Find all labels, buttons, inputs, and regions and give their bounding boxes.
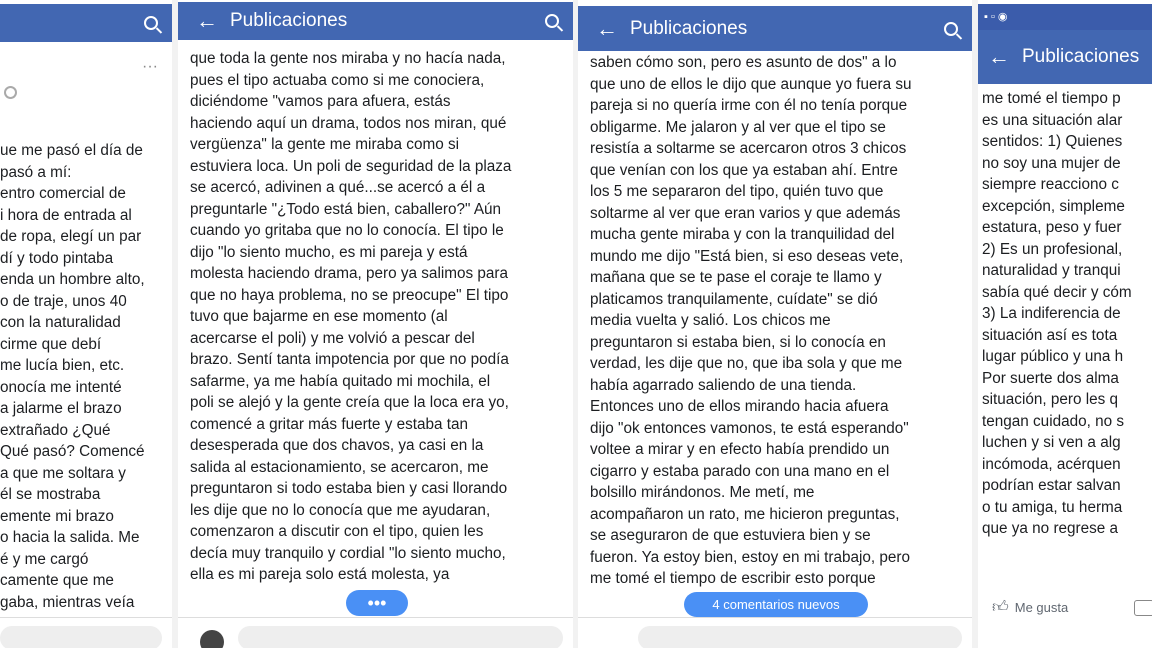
post-text-line: Qué pasó? Comencé <box>0 443 145 460</box>
post-text-line: de ropa, elegí un par <box>0 228 142 245</box>
post-text-line: ella es mi pareja solo está molesta, ya <box>190 566 450 583</box>
post-text-line: preguntaron si estaba bien, si lo conocía en <box>590 333 886 351</box>
post-text-line: que uno de ellos le dijo que aunque yo fuera su <box>590 75 912 93</box>
post-text-line: cuando yo gritaba que no lo conocía. El tipo le <box>190 222 504 239</box>
search-icon[interactable] <box>545 14 559 28</box>
post-text-line: brazo. Sentí tanta impotencia por que no podía <box>190 351 509 368</box>
post-text-line: se aseguraron de que estuviera bien y se <box>590 527 871 544</box>
post-text <box>190 48 573 586</box>
comment-input[interactable] <box>0 626 162 648</box>
post-text-line: comencé a gritar más fuerte y estaba tan <box>190 415 469 433</box>
post-text-line: 3) La indiferencia de <box>982 305 1121 322</box>
post-text-line: no soy una mujer de <box>982 154 1121 172</box>
post-text-line: haciendo aquí un drama, todos nos miran, qué <box>190 114 507 132</box>
post-text-line: soltarme al ver que eran varios y que además <box>590 204 901 222</box>
top-bar <box>578 6 972 51</box>
search-icon[interactable] <box>944 22 958 36</box>
post-text-line: lugar público y una h <box>982 348 1124 365</box>
post-text-line: con la naturalidad <box>0 314 121 331</box>
post-text-line: tuvo que bajarme en ese momento (al <box>190 308 448 325</box>
post-text-line: pasó a mí: <box>0 163 72 181</box>
post-text-line: Entonces uno de ellos mirando hacia afuera <box>590 398 889 415</box>
post-text-line: les dije que no lo conocía que me ayudaran, <box>190 501 491 519</box>
post-text <box>590 52 972 590</box>
status-bar: ▪ ▫ ◉ <box>978 4 1152 30</box>
post-text-line: vergüenza" la gente me miraba como si <box>190 136 460 153</box>
top-bar <box>178 2 573 40</box>
back-arrow-icon[interactable]: ← <box>988 44 1010 69</box>
post-text-line: i hora de entrada al <box>0 206 132 224</box>
post-text-line: dí y todo pintaba <box>0 249 114 267</box>
post-text-line: que no haya problema, no se preocupe" El tipo <box>190 286 509 304</box>
post-text-line: los 5 me separaron del tipo, quién tuvo que <box>590 183 884 200</box>
post-text-line: molesta haciendo drama, pero ya salimos para <box>190 265 509 282</box>
like-button[interactable] <box>992 598 1068 617</box>
post-text-line: poli se alejó y la gente creía que la loca era yo, <box>190 394 509 411</box>
avatar <box>200 630 224 648</box>
screenshot-panel-4 <box>978 0 1152 648</box>
post-text-line: resistía a soltarme se acercaron otros 3 chicos <box>590 140 907 157</box>
search-icon[interactable] <box>144 16 158 30</box>
post-text-line: voltee a mirar y en efecto había prendido un <box>590 441 890 458</box>
post-text-line: a que me soltara y <box>0 464 126 482</box>
post-text-line: incómoda, acérquen <box>982 455 1121 473</box>
post-text-line: o hacia la salida. Me <box>0 529 140 546</box>
thumbs-up-icon: 👍︎ <box>992 599 1009 616</box>
post-text-line: él se mostraba <box>0 486 101 503</box>
post-text-line: decía muy tranquilo y cordial "lo siento mucho, <box>190 544 506 562</box>
back-arrow-icon[interactable]: ← <box>196 8 218 33</box>
top-bar <box>0 4 172 42</box>
post-text-line: obligarme. Me jalaron y al ver que el tipo se <box>590 118 886 136</box>
post-text-line: pareja si no quería irme con él no tenía porque <box>590 97 908 114</box>
post-text-line: siempre reacciono c <box>982 176 1119 193</box>
post-text-line: mucha gente miraba y con la tranquilidad del <box>590 226 895 243</box>
post-text <box>982 88 1152 540</box>
post-text-line: bolsillo mirándonos. Me metí, me <box>590 484 815 501</box>
post-text-line: dijo "lo siento mucho, es mi pareja y está <box>190 243 468 261</box>
more-options-icon[interactable]: ··· <box>142 58 158 75</box>
post-text-line: camente que me <box>0 572 114 589</box>
post-text-line: podrían estar salvan <box>982 477 1121 494</box>
comment-bar <box>178 617 573 648</box>
post-text-line: verdad, les dije que no, que iba sola y que me <box>590 355 903 372</box>
screenshot-panel-3 <box>578 0 972 648</box>
post-text-line: saben cómo son, pero es asunto de dos" a lo <box>590 54 897 71</box>
post-text-line: 2) Es un profesional, <box>982 240 1123 258</box>
post-text-line: emente mi brazo <box>0 507 114 525</box>
post-text-line: preguntarle "¿Todo está bien, caballero?" Aún <box>190 200 502 218</box>
page-title: Publicaciones <box>230 10 348 31</box>
post-text-line: cirme que debí <box>0 335 102 353</box>
like-label: Me gusta <box>1014 600 1069 615</box>
post-text-line: excepción, simpleme <box>982 197 1125 215</box>
post-text-line: é y me cargó <box>0 550 89 568</box>
post-text-line: que venían con los que ya estaban ahí. Entre <box>590 161 898 179</box>
post-text-line: se acercó, adivinen a qué...se acercó a él a <box>190 179 486 196</box>
post-text-line: safarme, ya me había quitado mi mochila, el <box>190 372 491 390</box>
post-text-line: preguntaron si todo estaba bien y casi llorando <box>190 480 508 497</box>
post-text-line: media vuelta y salió. Los chicos me <box>590 312 831 329</box>
post-text-line: diciéndome "vamos para afuera, estás <box>190 93 451 110</box>
post-text-line: situación así es tota <box>982 326 1118 344</box>
post-text-line: enda un hombre alto, <box>0 271 145 288</box>
post-text-line: tengan cuidado, no s <box>982 412 1125 430</box>
post-text-line: entro comercial de <box>0 185 126 202</box>
screenshot-panel-2 <box>178 0 573 648</box>
page-title: Publicaciones <box>1022 46 1140 67</box>
post-text-line: fueron. Ya estoy bien, estoy en mi trabajo, pero <box>590 548 911 566</box>
post-text-line: gaba, mientras veía <box>0 593 135 611</box>
post-text-line: pues el tipo actuaba como si me conociera, <box>190 71 485 89</box>
page-title: Publicaciones <box>630 17 748 39</box>
post-text-line: acompañaron un rato, me hicieron preguntas, <box>590 505 900 523</box>
post-text-line: o tu amiga, tu herma <box>982 498 1123 516</box>
post-text-line: estuviera loca. Un poli de seguridad de la plaza <box>190 157 512 175</box>
comment-input[interactable] <box>638 626 962 648</box>
post-text-line: estatura, peso y fuer <box>982 219 1122 236</box>
top-bar <box>978 30 1152 84</box>
post-text-line: salida al estacionamiento, se acercaron, me <box>190 458 489 476</box>
more-button[interactable]: ••• <box>346 590 408 616</box>
post-text-line: o de traje, unos 40 <box>0 292 127 310</box>
post-text-line: a jalarme el brazo <box>0 400 122 417</box>
post-text-line: me tomé el tiempo de escribir esto porque <box>590 570 876 587</box>
post-text-line: dijo "ok entonces vamonos, te está esperando" <box>590 419 909 437</box>
new-comments-button[interactable]: 4 comentarios nuevos <box>684 592 868 617</box>
post-text-line: Por suerte dos alma <box>982 369 1119 387</box>
back-arrow-icon[interactable]: ← <box>596 15 618 41</box>
post-text-line: cigarro y estaba parado con una mano en el <box>590 462 890 480</box>
post-text-line: naturalidad y tranqui <box>982 262 1121 279</box>
post-text-line: comenzaron a discutir con el tipo, quien les <box>190 523 484 540</box>
post-text-line: había agarrado saliendo de una tienda. <box>590 376 857 394</box>
post-text-line: platicamos tranquilamente, cuídate" se dió <box>590 290 878 308</box>
post-text-line: que toda la gente nos miraba y no hacía nada, <box>190 50 506 67</box>
screenshot-panel-1 <box>0 0 172 648</box>
post-text-line: acercarse el poli) y me volvió a pescar del <box>190 329 475 347</box>
post-text-line: mundo me dijo "Está bien, si eso deseas vete, <box>590 247 904 265</box>
post-text-line: sabía qué decir y cóm <box>982 283 1132 301</box>
comment-bar <box>578 617 972 648</box>
post-text-line: que ya no regrese a <box>982 520 1119 537</box>
post-text-line: es una situación alar <box>982 111 1123 129</box>
post-text-line: sentidos: 1) Quienes <box>982 133 1123 150</box>
post-text-line: desesperada que dos chavos, ya casi en la <box>190 437 484 454</box>
post-text-line: mañana que se te pase el coraje te llamo y <box>590 269 882 286</box>
post-text-line: onocía me intenté <box>0 378 122 396</box>
post-text-line: ue me pasó el día de <box>0 142 143 159</box>
post-text-line: extrañado ¿Qué <box>0 421 111 439</box>
comment-icon[interactable] <box>1134 600 1152 616</box>
post-text <box>0 140 172 613</box>
post-text-line: me tomé el tiempo p <box>982 90 1121 107</box>
comment-input[interactable] <box>238 626 563 648</box>
post-text-line: luchen y si ven a alg <box>982 434 1121 451</box>
post-text-line: situación, pero les q <box>982 391 1119 408</box>
comment-bar <box>0 617 172 648</box>
post-text-line: me lucía bien, etc. <box>0 357 125 374</box>
globe-icon <box>4 86 17 99</box>
